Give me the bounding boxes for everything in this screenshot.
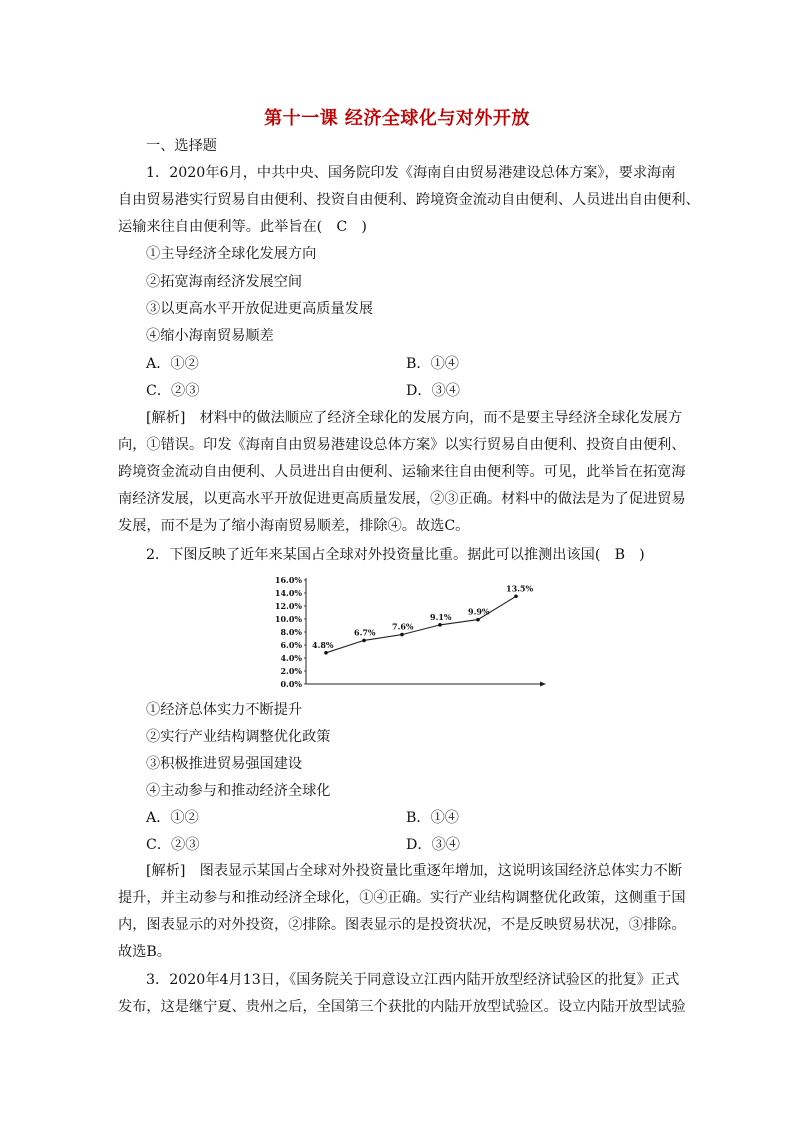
question-2-item: ②实行产业结构调整优化政策 xyxy=(146,729,331,745)
data-point xyxy=(438,623,442,627)
question-1-item: ①主导经济全球化发展方向 xyxy=(146,246,317,262)
question-1-option-b: B．①④ xyxy=(406,356,459,372)
analysis-line: 跨境资金流动自由便利、人员进出自由便利、运输来往自由便利等。可见，此举旨在拓宽海 xyxy=(118,464,686,480)
question-1-option-d: D．③④ xyxy=(406,383,460,399)
x-axis-arrow xyxy=(540,682,546,687)
data-label: 6.7% xyxy=(354,627,376,638)
section-heading: 一、选择题 xyxy=(146,138,217,154)
data-label: 9.9% xyxy=(468,606,490,617)
question-2-option-a: A．①② xyxy=(146,810,199,826)
data-point xyxy=(400,633,404,637)
investment-share-chart xyxy=(270,572,550,694)
analysis-line: 发展，而不是为了缩小海南贸易顺差，排除④。故选C。 xyxy=(118,518,470,534)
data-point xyxy=(362,639,366,643)
y-tick-label: 12.0% xyxy=(274,601,302,611)
data-label: 13.5% xyxy=(506,583,534,594)
analysis-line: [解析] 材料中的做法顺应了经济全球化的发展方向，而不是要主导经济全球化发展方 xyxy=(146,410,683,426)
analysis-line: [解析] 图表显示某国占全球对外投资量比重逐年增加，这说明该国经济总体实力不断 xyxy=(146,863,683,879)
question-1-analysis xyxy=(118,405,686,540)
question-2-item: ④主动参与和推动经济全球化 xyxy=(146,783,331,799)
y-tick-label: 0.0% xyxy=(280,679,302,689)
question-1-stem-line: 自由贸易港实行贸易自由便利、投资自由便利、跨境资金流动自由便利、人员进出自由便利、 xyxy=(118,192,700,208)
y-tick-label: 2.0% xyxy=(280,666,302,676)
data-point xyxy=(476,618,480,622)
y-tick-label: 4.0% xyxy=(280,653,302,663)
question-2-option-d: D．③④ xyxy=(406,837,460,853)
y-tick-label: 8.0% xyxy=(280,627,302,637)
analysis-line: 内，图表显示的对外投资，②排除。图表显示的是投资状况，不是反映贸易状况，③排除。 xyxy=(118,917,686,933)
data-point xyxy=(324,651,328,655)
question-1-stem xyxy=(118,160,700,241)
analysis-line: 向，①错误。印发《海南自由贸易港建设总体方案》以实行贸易自由便利、投资自由便利、 xyxy=(118,437,686,453)
page-title: 第十一课 经济全球化与对外开放 xyxy=(264,108,530,129)
question-1-item: ③以更高水平开放促进更高质量发展 xyxy=(146,301,374,317)
question-2-item: ③积极推进贸易强国建设 xyxy=(146,756,303,772)
question-3-stem xyxy=(118,967,686,1021)
question-2-option-b: B．①④ xyxy=(406,810,459,826)
analysis-line: 南经济发展，以更高水平开放促进更高质量发展，②③正确。材料中的做法是为了促进贸易 xyxy=(118,491,686,507)
analysis-line: 提升，并主动参与和推动经济全球化，①④正确。实行产业结构调整优化政策，这侧重于国 xyxy=(118,890,686,906)
question-1-option-a: A．①② xyxy=(146,356,199,372)
y-tick-label: 14.0% xyxy=(274,588,302,598)
data-point xyxy=(514,594,518,598)
question-2-analysis xyxy=(118,858,686,966)
analysis-line: 故选B。 xyxy=(118,944,171,960)
y-tick-label: 10.0% xyxy=(274,614,302,624)
question-1-item: ②拓宽海南经济发展空间 xyxy=(146,274,303,290)
series-line xyxy=(326,596,516,653)
y-tick-label: 16.0% xyxy=(274,575,302,585)
question-1-option-c: C．②③ xyxy=(146,383,200,399)
question-2-item: ①经济总体实力不断提升 xyxy=(146,702,303,718)
y-tick-label: 6.0% xyxy=(280,640,302,650)
data-label: 9.1% xyxy=(430,611,452,622)
question-2-stem: 2．下图反映了近年来某国占全球对外投资量比重。据此可以推测出该国( B ) xyxy=(146,547,645,563)
question-3-stem-line: 发布，这是继宁夏、贵州之后，全国第三个获批的内陆开放型试验区。设立内陆开放型试验 xyxy=(118,999,686,1015)
question-3-stem-line: 3．2020年4月13日，《国务院关于同意设立江西内陆开放型经济试验区的批复》正式 xyxy=(146,972,680,988)
question-1-item: ④缩小海南贸易顺差 xyxy=(146,328,274,344)
question-1-stem-line: 1．2020年6月，中共中央、国务院印发《海南自由贸易港建设总体方案》，要求海南 xyxy=(146,165,676,181)
data-label: 4.8% xyxy=(312,639,334,650)
question-1-stem-line: 运输来往自由便利等。此举旨在( C ) xyxy=(118,219,367,235)
data-label: 7.6% xyxy=(392,621,414,632)
question-2-option-c: C．②③ xyxy=(146,837,200,853)
